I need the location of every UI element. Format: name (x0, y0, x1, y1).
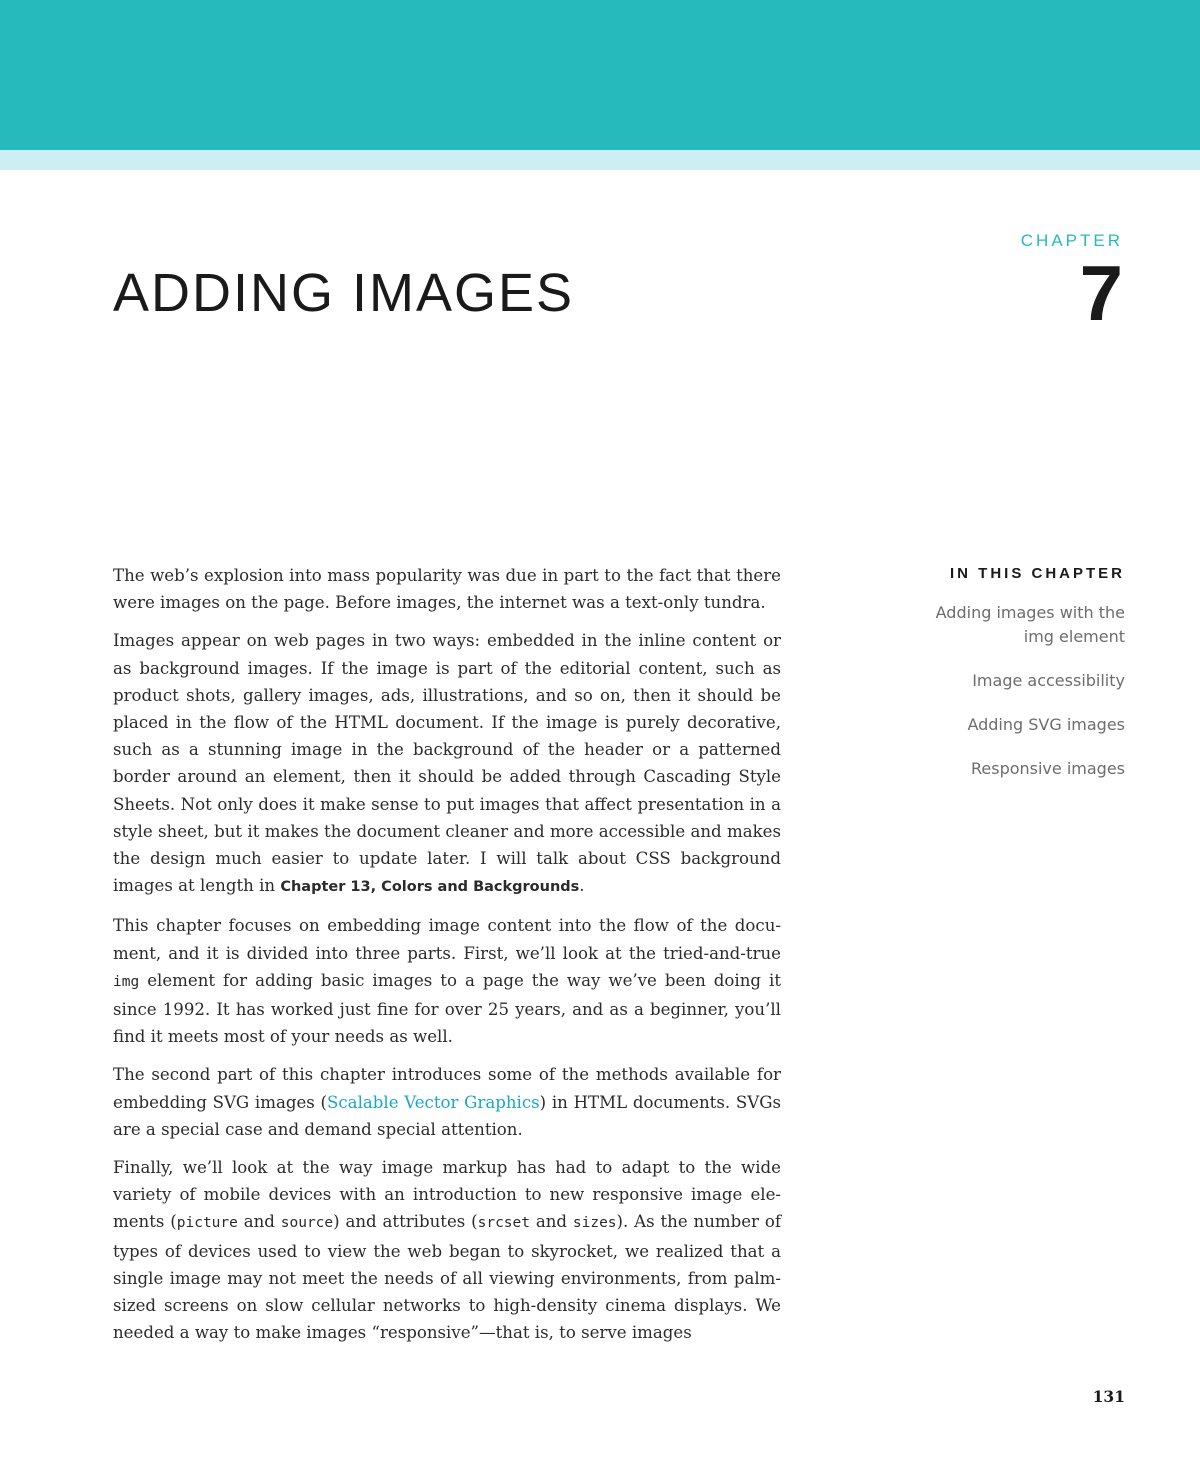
header-band (0, 0, 1200, 150)
chapter-label: CHAPTER (1020, 231, 1123, 250)
paragraph-text: ). As the number of types of devices used to view the web began to skyrocket, we realized that a single image may not meet the needs of all viewing environments, from palm-sized screens on slow cellular networks to high-density cinema displays. We needed a way to make images “responsive”—that is, to serve images (113, 1212, 781, 1343)
body-text (113, 562, 781, 1357)
sidebar-item: Responsive images (970, 759, 1125, 778)
paragraph-text: ) in HTML documents. SVGs are a special case and demand special attention. (113, 1092, 781, 1139)
chapter-number: 7 (1079, 249, 1123, 337)
chapter-title: ADDING IMAGES (113, 263, 575, 323)
paragraph-text: and (237, 1212, 281, 1232)
paragraph-text: Finally, we’ll look at the way image markup has had to adapt to the wide variety of mobile devices with an introduction to new responsive image elements ( (113, 1158, 781, 1232)
paragraph-text: element for adding basic images to a page the way we’ve been doing it since 1992. It has worked just fine for over 25 years, and as a beginner, you’ll find it meets most of your needs as well. (113, 970, 781, 1047)
sidebar-item: Image accessibility (972, 671, 1125, 690)
paragraph-text: This chapter focuses on embedding image content into the flow of the document, and it is divided into three parts. First, we’ll look at the tried-and-true (113, 916, 781, 963)
page-number: 131 (1092, 1387, 1125, 1406)
chapter-reference: Chapter 13, Colors and Backgrounds (280, 879, 580, 896)
in-this-chapter-sidebar (825, 565, 1125, 801)
code-term: source (280, 1215, 334, 1232)
sidebar-item: Adding images with the img element (935, 603, 1125, 646)
paragraph (113, 1154, 781, 1346)
code-term: picture (176, 1215, 238, 1232)
paragraph-text: Images appear on web pages in two ways: embedded in the inline content or as background images. If the image is part of the editorial content, such as product shots, gallery images, ads, illustrations, and so on, then it should be placed in the flow of the HTML document. If the image is purely decorative, such as a stunning image in the background of the header or a patterned border around an element, then it should be added through Cascading Style Sheets. Not only does it make sense to put images that affect presentation in a style sheet, but it makes the document cleaner and more accessible and makes the design much easier to update later. I will talk about CSS background images at length in (113, 631, 781, 896)
paragraph-text: The web’s explosion into mass popularity was due in part to the fact that there were images on the page. Before images, the internet was a text-only tundra. (113, 566, 781, 613)
paragraph (113, 627, 781, 901)
paragraph-text: and (530, 1212, 573, 1232)
paragraph-text: The second part of this chapter introduces some of the methods available for embedding SVG images ( (113, 1065, 781, 1112)
paragraph (113, 912, 781, 1050)
code-term: srcset (477, 1215, 530, 1232)
code-term: img (113, 973, 140, 990)
code-term: sizes (572, 1215, 617, 1232)
paragraph (113, 1061, 781, 1143)
sidebar-heading: IN THIS CHAPTER (949, 565, 1125, 582)
paragraph-text: ) and attributes ( (333, 1212, 478, 1232)
header-stripe (0, 150, 1200, 170)
paragraph-text: . (579, 876, 585, 896)
svg-link[interactable]: Scalable Vector Graphics (327, 1092, 540, 1112)
paragraph (113, 562, 781, 616)
sidebar-item: Adding SVG images (967, 715, 1125, 734)
